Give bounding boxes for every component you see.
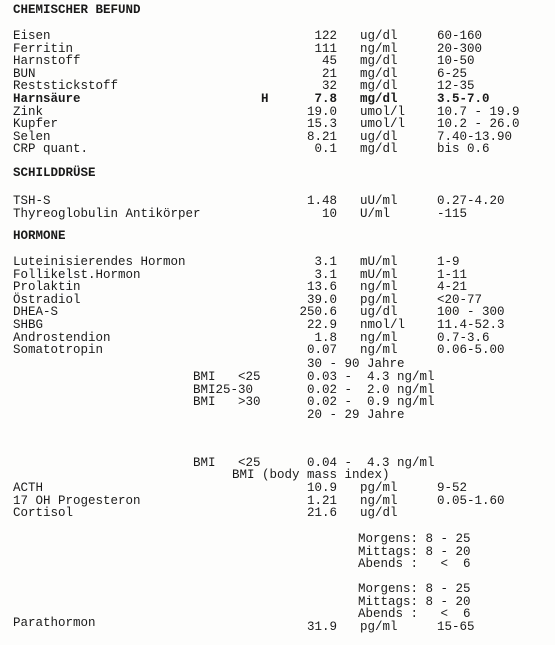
row-value: 1.8 xyxy=(314,330,337,345)
row-ref: 3.5-7.0 xyxy=(437,92,490,106)
row-ref: 1-9 xyxy=(437,255,460,269)
row-unit: pg/ml xyxy=(360,292,398,307)
cortisol-daytime-line: Morgens: 8 - 25 xyxy=(358,582,471,596)
row-unit: ng/ml xyxy=(360,343,398,358)
note-bmi-range: 0.04 - 4.3 ng/ml xyxy=(307,456,435,470)
note-bmi-legend: BMI (body mass index) xyxy=(232,468,390,482)
cortisol-daytime-line: Morgens: 8 - 25 xyxy=(358,532,471,546)
row-value: 19.0 xyxy=(306,104,337,119)
row-name: CRP quant. xyxy=(13,142,89,157)
row-unit: mg/dl xyxy=(360,142,398,157)
row-unit: mg/dl xyxy=(360,92,398,106)
row-ref: 15-65 xyxy=(437,620,475,634)
row-unit: nmol/l xyxy=(360,318,406,332)
row-ref: bis 0.6 xyxy=(437,142,490,157)
row-value: 10 xyxy=(321,206,337,221)
row-ref: <20-77 xyxy=(437,292,483,307)
row-unit: ng/ml xyxy=(360,41,398,56)
row-name: DHEA-S xyxy=(13,305,59,320)
row-value: 15.3 xyxy=(306,117,337,132)
section-title-thyroid: SCHILDDRÜSE xyxy=(13,166,96,180)
row-unit: ug/dl xyxy=(360,506,398,521)
row-unit: mU/ml xyxy=(360,255,398,269)
row-value: 250.6 xyxy=(299,305,337,320)
row-unit: umol/l xyxy=(360,104,406,119)
note-age-30-90: 30 - 90 Jahre xyxy=(307,357,405,371)
row-unit: mg/dl xyxy=(360,54,398,69)
row-name: Selen xyxy=(13,129,51,144)
row-ref: 10-50 xyxy=(437,54,475,69)
row-unit: ng/ml xyxy=(360,280,398,295)
row-unit: mU/ml xyxy=(360,267,398,282)
row-ref: 10.7 - 19.9 xyxy=(437,104,520,119)
row-ref: 0.7-3.6 xyxy=(437,330,490,345)
note-age-20-29: 20 - 29 Jahre xyxy=(307,408,405,422)
row-ref: 100 - 300 xyxy=(437,305,505,320)
row-value: 3.1 xyxy=(314,267,337,282)
row-ref: 0.27-4.20 xyxy=(437,194,505,208)
row-name: Cortisol xyxy=(13,506,74,521)
cortisol-daytime-line: Abends : < 6 xyxy=(358,607,471,622)
row-value: 3.1 xyxy=(314,255,337,269)
row-name: Follikelst.Hormon xyxy=(13,267,141,282)
row-value: 10.9 xyxy=(306,481,337,495)
row-name: Harnsäure xyxy=(13,92,81,106)
row-unit: ng/ml xyxy=(360,330,398,345)
note-bmi-range: 0.03 - 4.3 ng/ml xyxy=(307,370,435,384)
row-ref: 1-11 xyxy=(437,267,468,282)
row-value: 122 xyxy=(314,29,337,43)
cortisol-daytime-line: Mittags: 8 - 20 xyxy=(358,544,471,559)
row-value: 45 xyxy=(321,54,337,69)
row-unit: ug/dl xyxy=(360,305,398,320)
row-name: 17 OH Progesteron xyxy=(13,493,141,508)
row-name: Östradiol xyxy=(13,292,81,307)
row-name: Luteinisierendes Hormon xyxy=(13,255,186,269)
section-title-hormones: HORMONE xyxy=(13,229,66,243)
row-name: Ferritin xyxy=(13,41,74,56)
row-value: 21.6 xyxy=(306,506,337,521)
row-ref: 7.40-13.90 xyxy=(437,129,513,144)
row-value: 39.0 xyxy=(306,292,337,307)
row-unit: mg/dl xyxy=(360,79,398,94)
row-ref: 4-21 xyxy=(437,280,468,295)
row-name: Androstendion xyxy=(13,330,111,345)
row-name: TSH-S xyxy=(13,194,51,208)
row-unit: ug/dl xyxy=(360,129,398,144)
row-value: 111 xyxy=(314,41,337,56)
row-name: ACTH xyxy=(13,481,44,495)
note-bmi-label: BMI >30 xyxy=(193,395,261,410)
row-name: Somatotropin xyxy=(13,343,104,358)
row-ref: 6-25 xyxy=(437,66,468,81)
row-name: Thyreoglobulin Antikörper xyxy=(13,206,201,221)
row-value: 21 xyxy=(321,66,337,81)
row-name: Zink xyxy=(13,104,44,119)
row-value: 31.9 xyxy=(306,620,337,634)
row-value: 32 xyxy=(321,79,337,94)
row-name: Prolaktin xyxy=(13,280,81,295)
row-unit: umol/l xyxy=(360,117,406,132)
row-ref: 20-300 xyxy=(437,41,483,56)
row-name: SHBG xyxy=(13,318,44,332)
row-name: Eisen xyxy=(13,29,51,43)
row-flag: H xyxy=(261,92,269,106)
row-unit: pg/ml xyxy=(360,620,398,634)
row-unit: U/ml xyxy=(360,206,391,221)
row-unit: ng/ml xyxy=(360,493,398,508)
row-ref: 10.2 - 26.0 xyxy=(437,117,520,132)
row-ref: 0.06-5.00 xyxy=(437,343,505,358)
row-name: Harnstoff xyxy=(13,54,81,69)
row-value: 13.6 xyxy=(306,280,337,295)
row-unit: uU/ml xyxy=(360,194,398,208)
row-ref: 60-160 xyxy=(437,29,483,43)
row-value: 0.07 xyxy=(306,343,337,358)
row-ref: 0.05-1.60 xyxy=(437,493,505,508)
row-unit: ug/dl xyxy=(360,29,398,43)
row-name: BUN xyxy=(13,66,36,81)
note-bmi-label: BMI25-30 xyxy=(193,382,254,397)
row-name: Parathormon xyxy=(13,616,96,630)
row-value: 0.1 xyxy=(314,142,337,157)
note-bmi-label: BMI <25 xyxy=(193,456,261,470)
cortisol-daytime-line: Mittags: 8 - 20 xyxy=(358,594,471,609)
row-ref: 12-35 xyxy=(437,79,475,94)
row-name: Kupfer xyxy=(13,117,59,132)
row-value: 1.48 xyxy=(306,194,337,208)
row-value: 8.21 xyxy=(306,129,337,144)
note-bmi-range: 0.02 - 0.9 ng/ml xyxy=(307,395,435,410)
row-name: Reststickstoff xyxy=(13,79,119,94)
row-value: 7.8 xyxy=(314,92,337,106)
row-ref: -115 xyxy=(437,206,468,221)
row-value: 22.9 xyxy=(306,318,337,332)
row-ref: 11.4-52.3 xyxy=(437,318,505,332)
note-bmi-label: BMI <25 xyxy=(193,370,261,384)
row-unit: mg/dl xyxy=(360,66,398,81)
section-title-chem: CHEMISCHER BEFUND xyxy=(13,3,141,17)
row-ref: 9-52 xyxy=(437,481,468,495)
row-value: 1.21 xyxy=(306,493,337,508)
note-bmi-range: 0.02 - 2.0 ng/ml xyxy=(307,382,435,397)
row-unit: pg/ml xyxy=(360,481,398,495)
cortisol-daytime-line: Abends : < 6 xyxy=(358,557,471,572)
